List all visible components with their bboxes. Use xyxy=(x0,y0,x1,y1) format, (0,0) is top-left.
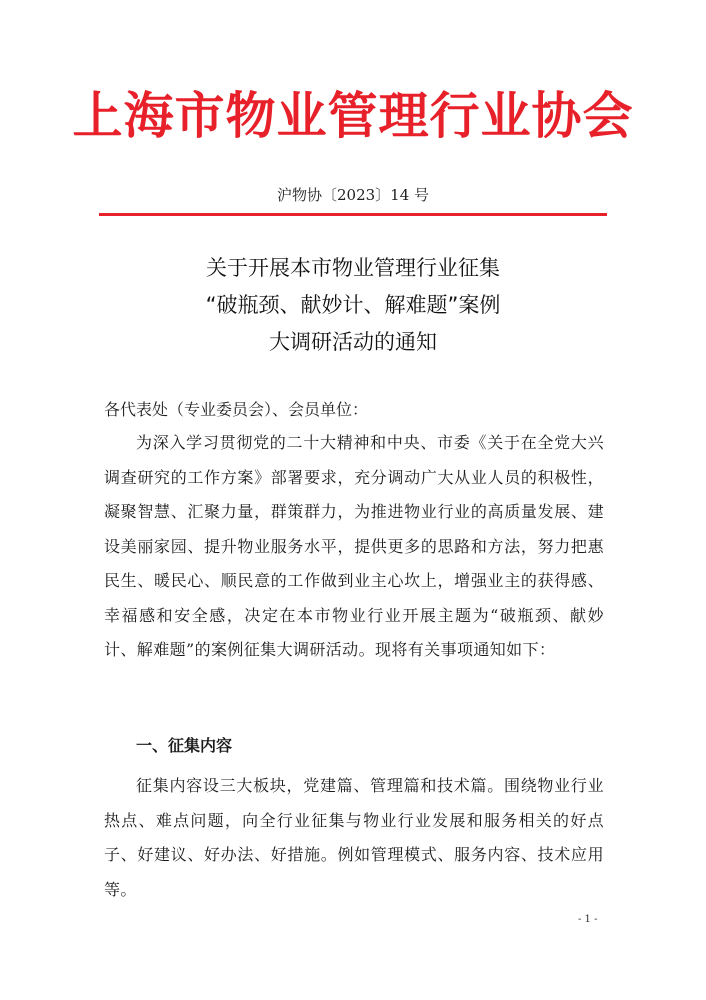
header-red-rule xyxy=(99,213,607,216)
body-paragraph-1: 为深入学习贯彻党的二十大精神和中央、市委《关于在全党大兴调查研究的工作方案》部署要求，充分调动广大从业人员的积极性，凝聚智慧、汇聚力量，群策群力，为推进物业行业的高质量发展、建设美丽家园、提升物业服务水平，提供更多的思路和方法，努力把惠民生、暖民心、顺民意的工作做到业主心坎上，增强业主的获得感、幸福感和安全感，决定在本市物业行业开展主题为“破瓶颈、献妙计、解难题”的案例征集大调研活动。现将有关事项通知如下： xyxy=(104,433,604,659)
salutation: 各代表处（专业委员会）、会员单位： xyxy=(104,400,369,419)
body-paragraph-2: 征集内容设三大板块，党建篇、管理篇和技术篇。围绕物业行业热点、难点问题，向全行业征集与物业行业发展和服务相关的好点子、好建议、好办法、好措施。例如管理模式、服务内容、技术应用等。 xyxy=(104,776,604,899)
page-number: - 1 - xyxy=(578,914,598,925)
title-line-2: “破瓶颈、献妙计、解难题”案例 xyxy=(205,293,501,317)
title-line-3: 大调研活动的通知 xyxy=(269,330,437,354)
document-number: 沪物协〔2023〕14 号 xyxy=(276,186,430,204)
organization-header: 上海市物业管理行业协会 xyxy=(72,86,634,145)
section-heading-1: 一、征集内容 xyxy=(136,736,233,755)
title-line-1: 关于开展本市物业管理行业征集 xyxy=(206,256,500,280)
document-title xyxy=(0,250,706,361)
